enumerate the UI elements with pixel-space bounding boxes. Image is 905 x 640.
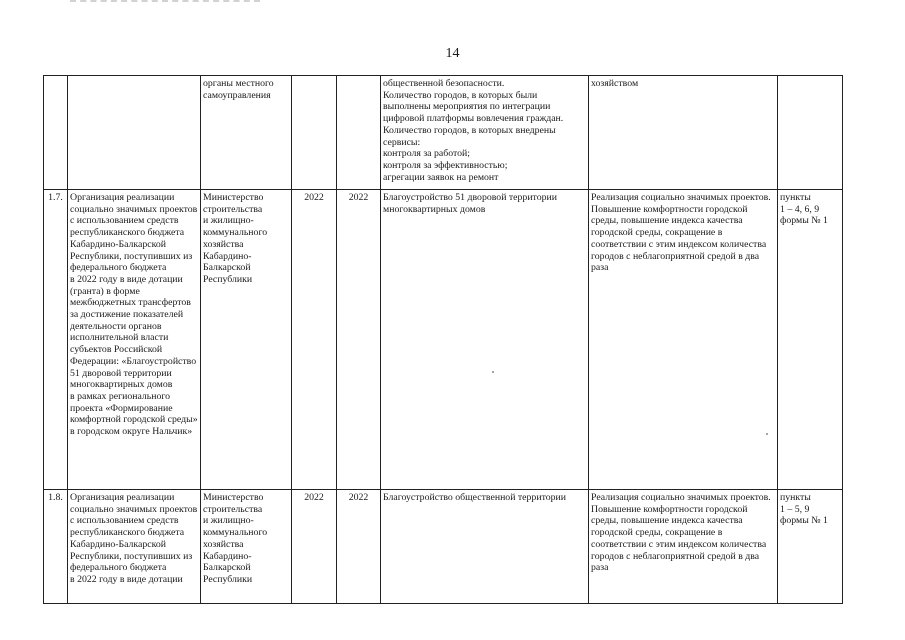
cell-end-year: 2022 <box>337 190 381 490</box>
cell-points: пункты 1 – 4, 6, 9 формы № 1 <box>778 190 843 490</box>
cell-connection: Реализация социально значимых проектов. Повышение комфортности городской среды, повышение индекса качества городской среды, сокращение в соответствии с этим индексом количества городов с неблагоприятной средой в два раза <box>589 490 778 604</box>
cell-executor: органы местного самоуправления <box>201 76 292 190</box>
cell-number <box>44 76 68 190</box>
cell-end-year <box>337 76 381 190</box>
measures-table <box>43 75 843 604</box>
cell-connection: Реализация социально значимых проектов. Повышение комфортности городской среды, повышение индекса качества городской среды, сокращение в соответствии с этим индексом количества городов с неблагоприятной средой в два раза <box>589 190 778 490</box>
cell-end-year: 2022 <box>337 490 381 604</box>
cell-points <box>778 76 843 190</box>
cell-measure: Организация реализации социально значимых проектов с использованием средств республиканского бюджета Кабардино-Балкарской Республики, поступивших из федерального бюджета в 2022 году в виде дотации (гранта) в форме межбюджетных трансфертов за достижение показателей деятельности органов исполнительной власти субъектов Российской Федерации: «Благоустройство 51 дворовой территории многоквартирных домов в рамках регионального проекта «Формирование комфортной городской среды» в городском округе Нальчик» <box>68 190 201 490</box>
cell-result: Благоустройство 51 дворовой территории многоквартирных домов <box>381 190 589 490</box>
scan-speck <box>492 371 494 373</box>
cell-number: 1.8. <box>44 490 68 604</box>
cell-start-year <box>292 76 337 190</box>
page-number: 14 <box>445 46 460 61</box>
cell-points: пункты 1 – 5, 9 формы № 1 <box>778 490 843 604</box>
cell-executor: Министерство строительства и жилищно-коммунального хозяйства Кабардино-Балкарской Республики <box>201 190 292 490</box>
scan-artifact <box>70 0 260 6</box>
cell-result: Благоустройство общественной территории <box>381 490 589 604</box>
cell-start-year: 2022 <box>292 190 337 490</box>
cell-result: общественной безопасности. Количество городов, в которых были выполнены мероприятия по интеграции цифровой платформы вовлечения граждан. Количество городов, в которых внедрены сервисы: контроля за работой; контроля за эффективностью; агрегации заявок на ремонт <box>381 76 589 190</box>
cell-executor: Министерство строительства и жилищно-коммунального хозяйства Кабардино-Балкарской Республики <box>201 490 292 604</box>
cell-connection: хозяйством <box>589 76 778 190</box>
cell-start-year: 2022 <box>292 490 337 604</box>
cell-number: 1.7. <box>44 190 68 490</box>
cell-measure <box>68 76 201 190</box>
cell-measure: Организация реализации социально значимых проектов с использованием средств республиканского бюджета Кабардино-Балкарской Республики, поступивших из федерального бюджета в 2022 году в виде дотации <box>68 490 201 604</box>
scan-speck <box>766 433 768 435</box>
